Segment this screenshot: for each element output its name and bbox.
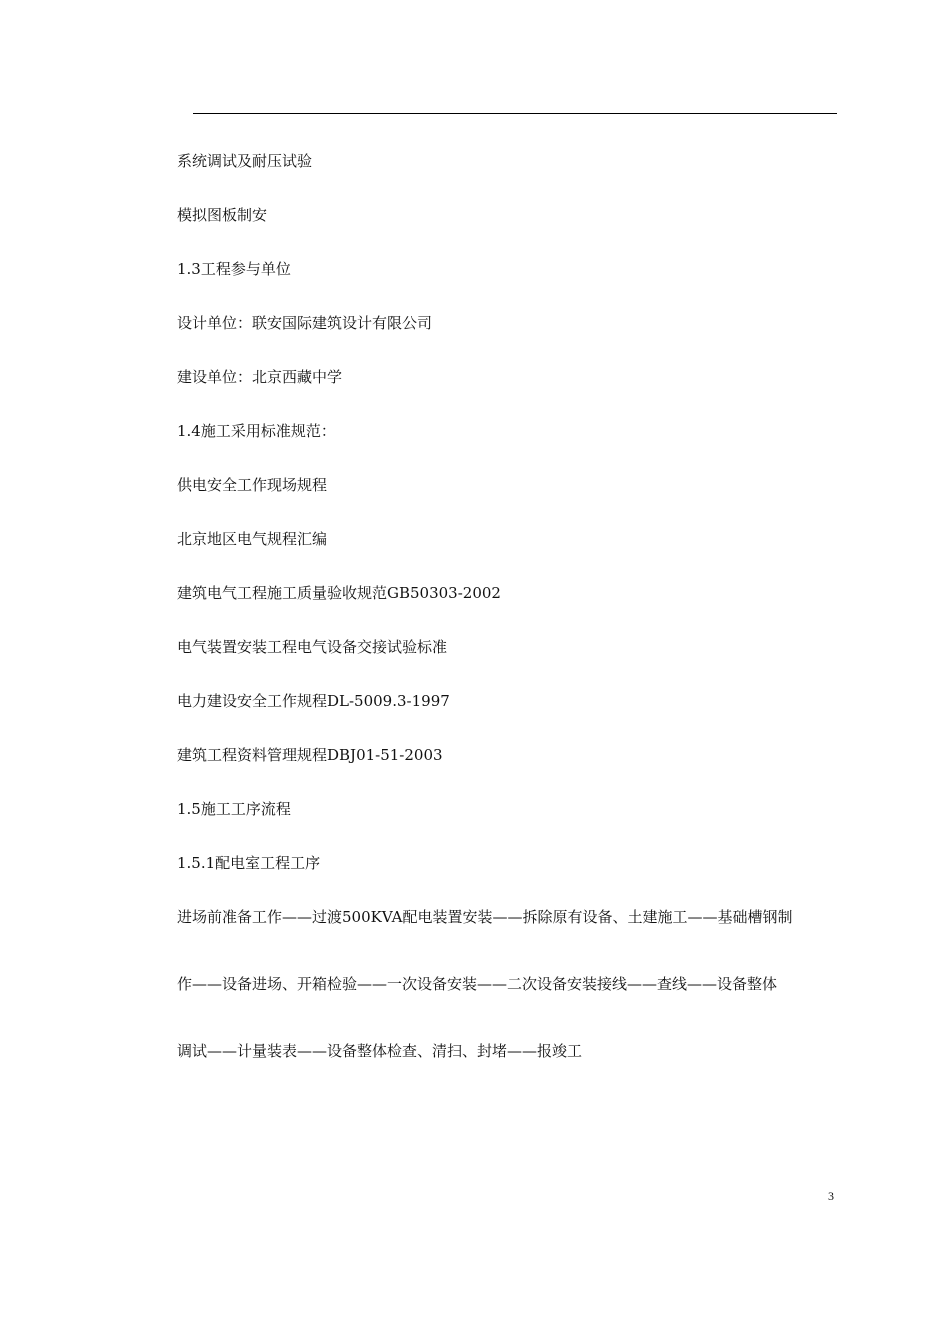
process-flow-line: 调试——计量装表——设备整体检查、清扫、封堵——报竣工: [177, 1042, 583, 1060]
text-line: 建设单位：北京西藏中学: [177, 368, 343, 386]
section-heading: 1.4施工采用标准规范：: [177, 422, 336, 440]
header-rule: [193, 113, 837, 114]
text-line: 电气装置安装工程电气设备交接试验标准: [177, 638, 448, 656]
process-flow-line: 进场前准备工作——过渡500KVA配电装置安装——拆除原有设备、土建施工——基础槽钢制: [177, 908, 793, 926]
text-line: 模拟图板制安: [177, 206, 268, 224]
text-line: 设计单位：联安国际建筑设计有限公司: [177, 314, 433, 332]
text-line: 电力建设安全工作规程DL-5009.3-1997: [177, 692, 450, 710]
text-line: 建筑电气工程施工质量验收规范GB50303-2002: [177, 584, 501, 602]
text-line: 供电安全工作现场规程: [177, 476, 328, 494]
section-heading: 1.3工程参与单位: [177, 260, 291, 278]
text-line: 系统调试及耐压试验: [177, 152, 313, 170]
process-flow-line: 作——设备进场、开箱检验——一次设备安装——二次设备安装接线——查线——设备整体: [177, 975, 778, 993]
page-number: 3: [828, 1189, 834, 1203]
section-heading: 1.5.1配电室工程工序: [177, 854, 321, 872]
section-heading: 1.5施工工序流程: [177, 800, 291, 818]
text-line: 建筑工程资料管理规程DBJ01-51-2003: [177, 746, 443, 764]
text-line: 北京地区电气规程汇编: [177, 530, 328, 548]
